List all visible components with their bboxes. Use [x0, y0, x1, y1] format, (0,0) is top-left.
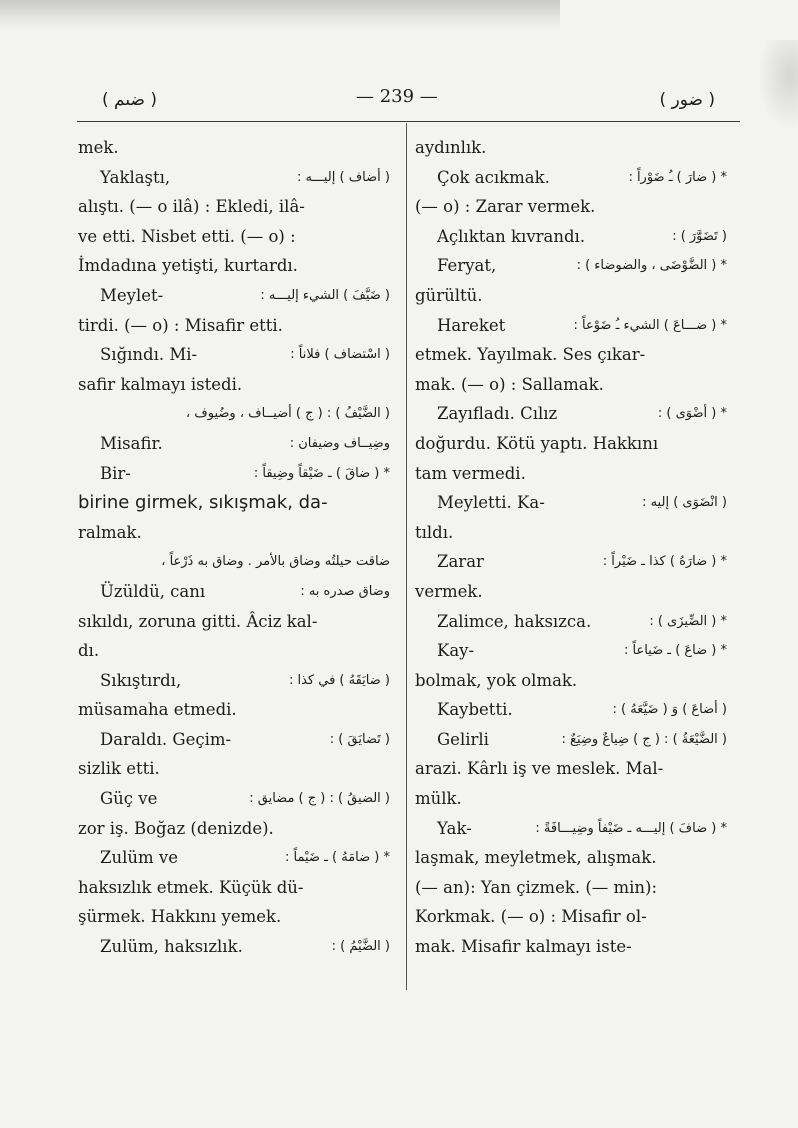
dictionary-line [415, 784, 733, 814]
dictionary-line [78, 784, 396, 814]
dictionary-line [415, 902, 733, 932]
dictionary-line [78, 902, 396, 932]
arabic-headword: * ( الضَّوْضَى ، والضوضاء ) : [576, 258, 727, 274]
turkish-text: Misafir. [100, 433, 163, 453]
dictionary-line [415, 873, 733, 903]
turkish-text: Zulüm, haksızlık. [100, 937, 243, 957]
arabic-headword: ( أضاف ) إليـــه : [296, 169, 390, 185]
arabic-headword: ( ضايَقَهُ ) في كذا : [288, 672, 390, 688]
arabic-headword: ( الضيقُ ) : ( ج ) مضايق : [249, 791, 390, 807]
turkish-text: ve etti. Nisbet etti. (— o) : [78, 226, 296, 246]
turkish-text: birine girmek, sıkışmak, da- [78, 492, 328, 514]
turkish-text: Daraldı. Geçim- [100, 729, 232, 749]
dictionary-line [78, 163, 396, 193]
dictionary-line [415, 340, 733, 370]
turkish-text: Zulüm ve [100, 848, 178, 868]
dictionary-line [415, 163, 733, 193]
turkish-text: Hareket [437, 315, 506, 335]
turkish-text: Kaybetti. [437, 700, 513, 720]
column-divider [406, 123, 407, 990]
dictionary-line [78, 133, 396, 163]
dictionary-line [78, 370, 396, 400]
arabic-headword: * ( ضاقَ ) ـ ضَيْقاً وضِيقاً : [253, 465, 390, 481]
dictionary-line [78, 192, 396, 222]
dictionary-line [78, 459, 396, 489]
arabic-headword: ( تَضَوَّرَ ) : [672, 228, 727, 244]
turkish-text: bolmak, yok olmak. [415, 670, 578, 690]
dictionary-line [415, 547, 733, 577]
dictionary-line [415, 281, 733, 311]
turkish-text: Yak- [437, 818, 472, 838]
dictionary-line [415, 695, 733, 725]
turkish-text: etmek. Yayılmak. Ses çıkar- [415, 345, 646, 365]
dictionary-line [415, 607, 733, 637]
dictionary-line [78, 843, 396, 873]
dictionary-line [78, 340, 396, 370]
arabic-headword: ( تَضايَقَ ) : [329, 731, 390, 747]
dictionary-line [78, 607, 396, 637]
turkish-text: laşmak, meyletmek, alışmak. [415, 848, 657, 868]
arabic-headword: وضاق صدره به : [300, 583, 390, 599]
dictionary-line [415, 814, 733, 844]
turkish-text: tıldı. [415, 522, 454, 542]
dictionary-line [78, 251, 396, 281]
dictionary-line [78, 636, 396, 666]
dictionary-line [78, 873, 396, 903]
header-right-guideword: ( ضور ) [659, 90, 715, 110]
turkish-text: (— o) : Zarar vermek. [415, 197, 596, 217]
dictionary-line [415, 518, 733, 548]
arabic-headword: * ( ضامَهُ ) ـ ضَيْماً : [285, 850, 390, 866]
turkish-text: Sıkıştırdı, [100, 670, 182, 690]
dictionary-line [415, 666, 733, 696]
dictionary-line [415, 370, 733, 400]
turkish-text: aydınlık. [415, 138, 487, 157]
turkish-text: Üzüldü, canı [100, 581, 206, 601]
turkish-text: gürültü. [415, 285, 483, 305]
page-header [88, 86, 723, 116]
dictionary-line [415, 488, 733, 518]
turkish-text: Meyletti. Ka- [437, 493, 545, 513]
dictionary-line [78, 311, 396, 341]
arabic-headword: ( الضَّيْمُ ) : [331, 939, 390, 955]
dictionary-line [415, 932, 733, 962]
turkish-text: Gelirli [437, 729, 489, 749]
dictionary-line [415, 399, 733, 429]
turkish-text: vermek. [415, 581, 483, 601]
turkish-text: Çok acıkmak. [437, 167, 550, 187]
turkish-text: şürmek. Hakkını yemek. [78, 907, 282, 927]
arabic-headword: ضاقت حيلتُه وضاق بالأمر . وضاق به ذَرْعاً ، [161, 554, 390, 570]
arabic-headword: ( الضَّيْعَةُ ) : ( ج ) ضِياعٌ وضِيَعٌ : [561, 731, 727, 747]
dictionary-line [78, 488, 396, 518]
arabic-headword: * ( ضارَ ) ـُ ضَوْراً : [628, 169, 727, 185]
arabic-headword: * ( أضْوَى ) : [657, 406, 727, 422]
arabic-headword: * ( ضافَ ) إليـــه ـ ضَيْفاً وضِيـــافَةً : [535, 820, 727, 836]
dictionary-line [415, 843, 733, 873]
turkish-text: tirdi. (— o) : Misafir etti. [78, 315, 283, 335]
dictionary-line [78, 518, 396, 548]
right-column [415, 133, 733, 962]
arabic-headword: * ( ضـــاعَ ) الشيء ـُ ضَوْعاً : [573, 317, 727, 333]
arabic-headword: ( الضَّيْفُ ) : ( ج ) أضيــاف ، وضُيوف ، [185, 406, 390, 422]
turkish-text: ralmak. [78, 522, 142, 542]
arabic-headword: * ( ضاعَ ) ـ ضَياعاً : [623, 643, 727, 659]
turkish-text: Feryat, [437, 256, 497, 276]
arabic-headword: ( ضَيَّفَ ) الشيء إليـــه : [260, 287, 390, 303]
dictionary-line [78, 222, 396, 252]
turkish-text: arazi. Kârlı iş ve meslek. Mal- [415, 759, 664, 779]
turkish-text: müsamaha etmedi. [78, 700, 237, 720]
dictionary-line [415, 459, 733, 489]
dictionary-line [78, 399, 396, 429]
dictionary-line [78, 932, 396, 962]
dictionary-line [78, 547, 396, 577]
dictionary-line [78, 725, 396, 755]
turkish-text: Korkmak. (— o) : Misafir ol- [415, 907, 647, 927]
dictionary-line [415, 133, 733, 163]
dictionary-line [78, 754, 396, 784]
dictionary-line [415, 251, 733, 281]
dictionary-line [415, 577, 733, 607]
turkish-text: Zarar [437, 552, 484, 572]
turkish-text: mak. Misafir kalmayı iste- [415, 937, 632, 957]
dictionary-line [78, 666, 396, 696]
dictionary-line [78, 695, 396, 725]
turkish-text: mülk. [415, 789, 462, 809]
left-column [78, 133, 396, 962]
header-left-guideword: ( ضىم ) [102, 90, 157, 110]
turkish-text: dı. [78, 641, 100, 661]
turkish-text: doğurdu. Kötü yaptı. Hakkını [415, 433, 659, 453]
dictionary-line [78, 429, 396, 459]
turkish-text: mek. [78, 138, 119, 157]
turkish-text: Kay- [437, 641, 475, 661]
turkish-text: sizlik etti. [78, 759, 160, 779]
dictionary-line [415, 311, 733, 341]
scan-shadow [0, 0, 560, 30]
dictionary-line [415, 429, 733, 459]
turkish-text: Zayıfladı. Cılız [437, 404, 558, 424]
turkish-text: haksızlık etmek. Küçük dü- [78, 877, 304, 897]
dictionary-line [415, 192, 733, 222]
turkish-text: safir kalmayı istedi. [78, 374, 243, 394]
turkish-text: Bir- [100, 463, 131, 483]
turkish-text: Yaklaştı, [100, 167, 171, 187]
dictionary-line [415, 636, 733, 666]
turkish-text: sıkıldı, zoruna gitti. Âciz kal- [78, 611, 318, 631]
arabic-headword: ( اسْتضاف ) فلاناً : [290, 347, 390, 363]
dictionary-line [78, 577, 396, 607]
turkish-text: Güç ve [100, 789, 158, 809]
dictionary-line [415, 754, 733, 784]
turkish-text: alıştı. (— o ilâ) : Ekledi, ilâ- [78, 197, 305, 217]
turkish-text: Sığındı. Mi- [100, 345, 198, 365]
turkish-text: Zalimce, haksızca. [437, 611, 592, 631]
turkish-text: zor iş. Boğaz (denizde). [78, 818, 274, 838]
arabic-headword: * ( الضِّيزَى ) : [649, 613, 727, 629]
header-rule [77, 121, 740, 122]
turkish-text: İmdadına yetişti, kurtardı. [78, 256, 298, 276]
arabic-headword: ( انْضَوَى ) إليه : [642, 495, 727, 511]
turkish-text: Meylet- [100, 285, 164, 305]
dictionary-line [78, 281, 396, 311]
turkish-text: tam vermedi. [415, 463, 526, 483]
arabic-headword: ( أضاعَ ) وَ ( ضَيَّعَهُ ) : [612, 702, 727, 718]
arabic-headword: * ( ضارَهُ ) كذا ـ ضَيْراً : [602, 554, 727, 570]
arabic-headword: وضِيــاف وضيفان : [289, 435, 390, 451]
dictionary-line [415, 725, 733, 755]
dictionary-line [415, 222, 733, 252]
turkish-text: mak. (— o) : Sallamak. [415, 374, 604, 394]
scan-smudge [758, 40, 798, 130]
turkish-text: (— an): Yan çizmek. (— min): [415, 877, 658, 897]
dictionary-line [78, 814, 396, 844]
turkish-text: Açlıktan kıvrandı. [437, 226, 586, 246]
page-number: — 239 — [356, 86, 438, 107]
